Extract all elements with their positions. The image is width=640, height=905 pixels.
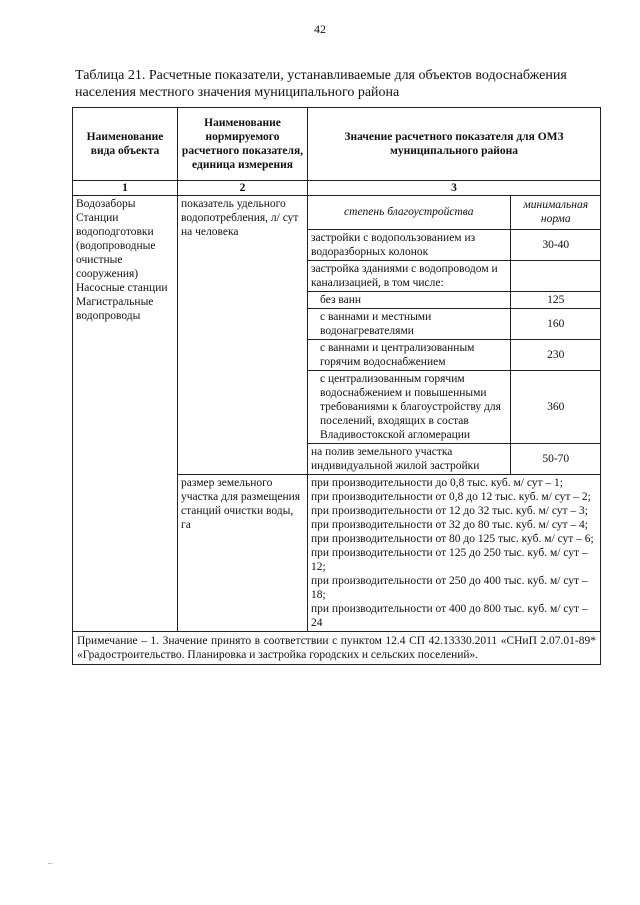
consumption-norms-cell (308, 196, 601, 475)
plot-size-line: при производительности от 0,8 до 12 тыс. куб. м/ сут – 2; (311, 490, 591, 503)
table-note: Примечание – 1. Значение принято в соответствии с пунктом 12.4 СП 42.13330.2011 «СНиП 2.07.01-89* «Градостроительство. Планировка и застройка городских и сельских поселений». (73, 631, 601, 664)
norm-label: застройка зданиями с водопроводом и канализацией, в том числе: (308, 260, 510, 291)
plot-size-line: при производительности от 80 до 125 тыс. куб. м/ сут – 6; (311, 532, 594, 545)
norm-label: без ванн (308, 291, 510, 308)
col-number-3: 3 (308, 181, 601, 196)
plot-size-line: при производительности до 0,8 тыс. куб. м/ сут – 1; (311, 476, 564, 489)
plot-size-line: при производительности от 32 до 80 тыс. куб. м/ сут – 4; (311, 518, 588, 531)
page-number: 42 (314, 22, 326, 36)
subheader-amenity-level: степень благоустройства (308, 196, 510, 229)
norm-value: 230 (510, 339, 601, 370)
plot-size-values (308, 474, 601, 631)
subheader-min-norm: минимальная норма (510, 196, 601, 229)
plot-size-line: при производительности от 250 до 400 тыс. куб. м/ сут – 18; (311, 574, 588, 601)
object-type-cell: Водозаборы Станции водоподготовки (водопроводные очистные сооружения) Насосные станции Магистральные водопроводы (73, 196, 178, 632)
plot-size-line: при производительности от 400 до 800 тыс. куб. м/ сут – 24 (311, 602, 588, 629)
norm-value: 125 (510, 291, 601, 308)
norm-value: 160 (510, 308, 601, 339)
indicator-water-consumption: показатель удельного водопотребления, л/ сут на человека (178, 196, 308, 475)
norm-label: с централизованным горячим водоснабжением и повышенными требованиями к благоустройству для поселений, входящих в состав Владивостокской агломерации (308, 370, 510, 443)
header-indicator: Наименование нормируемого расчетного показателя, единица измерения (178, 108, 308, 181)
col-number-2: 2 (178, 181, 308, 196)
norm-value: 360 (510, 370, 601, 443)
header-value: Значение расчетного показателя для ОМЗ муниципального района (308, 108, 601, 181)
plot-size-line: при производительности от 12 до 32 тыс. куб. м/ сут – 3; (311, 504, 588, 517)
norm-label: застройки с водопользованием из водоразборных колонок (308, 229, 510, 260)
col-number-1: 1 (73, 181, 178, 196)
norm-value (510, 260, 601, 291)
consumption-norms-table (308, 196, 601, 474)
water-supply-table (72, 107, 601, 665)
plot-size-line: при производительности от 125 до 250 тыс. куб. м/ сут – 12; (311, 546, 588, 573)
header-object-type: Наименование вида объекта (73, 108, 178, 181)
norm-label: с ваннами и централизованным горячим водоснабжением (308, 339, 510, 370)
indicator-plot-size: размер земельного участка для размещения станций очистки воды, га (178, 474, 308, 631)
table-caption: Таблица 21. Расчетные показатели, устанавливаемые для объектов водоснабжения населения местного значения муниципального района (75, 68, 567, 100)
corner-mark: – (48, 858, 53, 868)
norm-value: 50-70 (510, 443, 601, 474)
norm-label: с ваннами и местными водонагревателями (308, 308, 510, 339)
norm-value: 30-40 (510, 229, 601, 260)
norm-label: на полив земельного участка индивидуальной жилой застройки (308, 443, 510, 474)
